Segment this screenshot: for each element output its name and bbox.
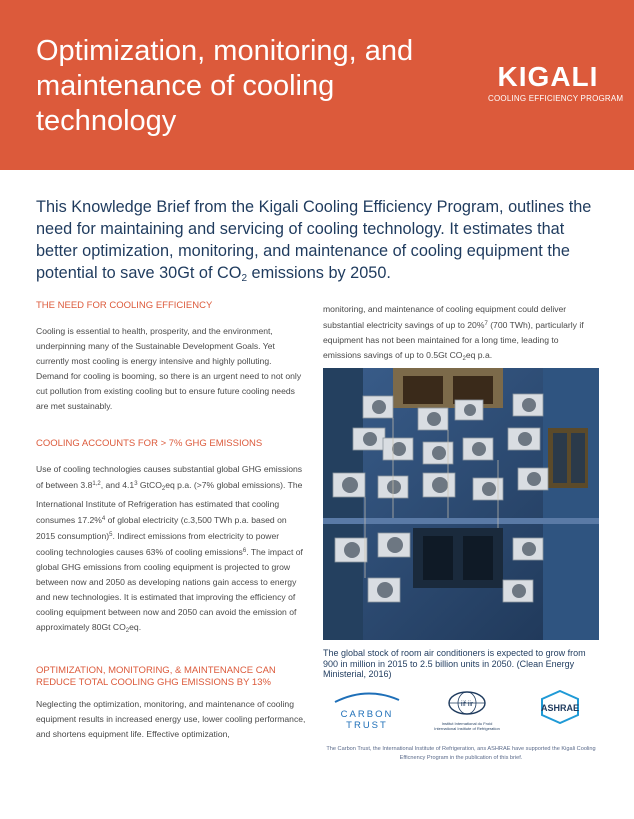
page-title: Optimization, monitoring, and maintenance of cooling technology [36, 35, 414, 137]
footnote-ref: 5 [109, 532, 113, 538]
iir-logo [427, 690, 507, 731]
footnote-ref: 3 [134, 481, 138, 487]
subscript: 2 [125, 628, 130, 634]
footnote-ref: 7 [484, 321, 488, 327]
right-column-text [323, 302, 599, 367]
support-credit: The Carbon Trust, the International Institute of Refrigeration, ans ASHRAE have supported the Kigali Cooling Efficnency Program in the publication of this brief. [326, 746, 596, 761]
air-conditioners-photo [323, 368, 599, 640]
section-body-emissions [36, 462, 306, 639]
kigali-logo [488, 61, 624, 103]
ashrae-hexagon-icon [540, 690, 580, 724]
right-text: eq p.a. [465, 350, 493, 360]
carbon-trust-line2: TRUST [346, 720, 388, 731]
emissions-text: of global electricity (c.3,500 TWh p.a. based on 2015 consumption) [36, 515, 287, 541]
ashrae-wordmark: ASHRAE [540, 703, 580, 713]
carbon-trust-logo [331, 690, 403, 731]
carbon-trust-swoosh-icon [331, 690, 403, 704]
header-banner [0, 0, 634, 170]
right-column [323, 302, 599, 367]
emissions-text: GtCO [137, 480, 162, 490]
emissions-text: eq p.a. (>7% global emissions). The International Institute of Refrigeration has estimated that cooling consumes 17.2% [36, 480, 303, 525]
section-heading-optimization: OPTIMIZATION, MONITORING, & MAINTENANCE CAN REDUCE TOTAL COOLING GHG EMISSIONS BY 13% [36, 665, 276, 688]
emissions-text: . The impact of global GHG emissions from cooling equipment is projected to grow between now and 2050 as developing nations gain access to energy and new technologies. It is estimated that improving the efficiency of cooling equipment between now and 2050 can avoid the emission of approximately 80Gt CO [36, 547, 303, 632]
intro-text-1: This Knowledge Brief from the Kigali Cooling Efficiency Program, outlines the need for maintaining and servicing of cooling technology. It estimates that better optimization, monitoring, and maintenance of cooling equipment the potential to save 30Gt of CO [36, 198, 592, 282]
footnote-ref: 4 [101, 516, 106, 522]
footnote-ref: 6 [242, 548, 247, 554]
emissions-text: Use of cooling technologies causes substantial global GHG emissions of between 3.8 [36, 464, 303, 490]
ashrae-logo [529, 690, 591, 729]
iir-name-fr: Institut International du Froid [441, 721, 493, 726]
logo-wordmark: KIGALI [497, 61, 599, 92]
right-text: (700 TWh), particularly if equipment has not been maintained for a long time, leading to emissions savings of up to 0.5Gt CO [323, 320, 584, 360]
section-heading-emissions: COOLING ACCOUNTS FOR > 7% GHG EMISSIONS [36, 438, 263, 449]
photo-caption: The global stock of room air conditioners is expected to grow from 900 in million in 2015 to 2.5 billion units in 2050. (Clean Energy Ministerial, 2016) [323, 648, 586, 679]
intro-text-2: emissions by 2050. [247, 264, 391, 282]
section-body-need: Cooling is essential to health, prosperity, and the environment, underpinning many of the Sustainable Development Goals. Yet currently most cooling is energy intensive and highly polluting. Demand for cooling is booming, so there is an urgent need to not only cut pollution from existing cooling but to ensure future cooling needs are met sustainably. [36, 326, 302, 411]
emissions-text: , and 4.1 [100, 480, 135, 490]
emissions-text: . Indirect emissions from electricity to power cooling technologies causes 63% of cooling emissions [36, 531, 280, 557]
right-text: monitoring, and maintenance of cooling equipment could deliver substantial electricity savings of up to 20% [323, 304, 567, 330]
intro-sub: 2 [241, 273, 248, 284]
iir-abbreviation: iif iir [460, 701, 474, 708]
footnote-ref: 1,2 [92, 481, 101, 487]
carbon-trust-line1: CARBON [340, 709, 394, 720]
partner-logos [323, 690, 599, 738]
section-heading-need: THE NEED FOR COOLING EFFICIENCY [36, 300, 213, 311]
logo-tagline: COOLING EFFICIENCY PROGRAM [488, 94, 624, 103]
iir-globe-icon [447, 690, 487, 716]
building-ac-units-image [323, 368, 599, 640]
subscript: 2 [462, 356, 466, 362]
subscript: 2 [161, 486, 166, 492]
section-body-optimization: Neglecting the optimization, monitoring, and maintenance of cooling equipment results in increased energy use, lower cooling performance, and shortens equipment life. Effective optimization, [36, 699, 306, 739]
left-column [36, 300, 306, 742]
iir-name-en: International Institute of Refrigeration [434, 726, 500, 731]
intro-paragraph [36, 196, 596, 290]
emissions-text: eq. [129, 622, 142, 632]
